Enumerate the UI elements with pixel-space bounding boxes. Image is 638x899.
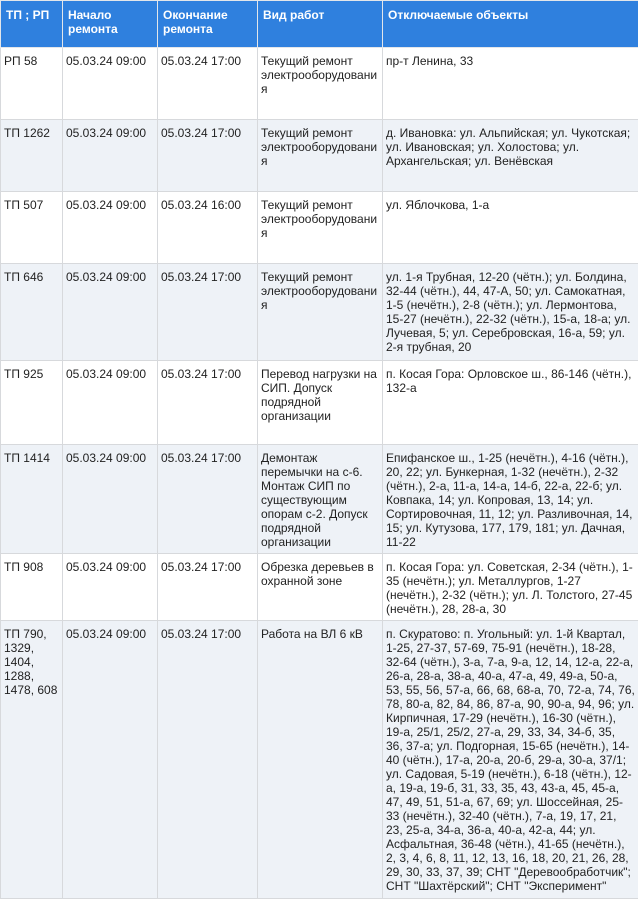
table-row bbox=[1, 48, 638, 120]
header-work: Вид работ bbox=[258, 1, 383, 48]
cell-objects: п. Косая Гора: ул. Советская, 2-34 (чётн.), 1-35 (нечётн.); ул. Металлургов, 1-27 (нечётн.), 2-32 (чётн.); ул. Л. Толстого, 27-45 (нечётн.), 28, 28-а, 30 bbox=[383, 554, 638, 621]
table-row bbox=[1, 264, 638, 361]
table-row bbox=[1, 445, 638, 554]
cell-tp: ТП 1414 bbox=[1, 445, 63, 554]
cell-work: Текущий ремонт электрооборудования bbox=[258, 48, 383, 120]
cell-objects: пр-т Ленина, 33 bbox=[383, 48, 638, 120]
table-row bbox=[1, 621, 638, 899]
cell-objects: д. Ивановка: ул. Альпийская; ул. Чукотская; ул. Ивановская; ул. Холостова; ул. Архангельская; ул. Венёвская bbox=[383, 120, 638, 192]
cell-start: 05.03.24 09:00 bbox=[63, 192, 158, 264]
cell-work: Перевод нагрузки на СИП. Допуск подрядной организации bbox=[258, 361, 383, 445]
cell-work: Демонтаж перемычки на с-6. Монтаж СИП по существующим опорам с-2. Допуск подрядной организации bbox=[258, 445, 383, 554]
header-objects: Отключаемые объекты bbox=[383, 1, 638, 48]
cell-end: 05.03.24 17:00 bbox=[158, 264, 258, 361]
table-row bbox=[1, 192, 638, 264]
cell-end: 05.03.24 17:00 bbox=[158, 554, 258, 621]
cell-start: 05.03.24 09:00 bbox=[63, 554, 158, 621]
cell-work: Текущий ремонт электрооборудования bbox=[258, 120, 383, 192]
table-header-row bbox=[1, 1, 638, 48]
cell-end: 05.03.24 16:00 bbox=[158, 192, 258, 264]
header-end: Окончание ремонта bbox=[158, 1, 258, 48]
cell-end: 05.03.24 17:00 bbox=[158, 621, 258, 899]
cell-start: 05.03.24 09:00 bbox=[63, 120, 158, 192]
cell-tp: ТП 925 bbox=[1, 361, 63, 445]
table-row bbox=[1, 554, 638, 621]
cell-tp: ТП 646 bbox=[1, 264, 63, 361]
cell-objects: п. Скуратово: п. Угольный: ул. 1-й Квартал, 1-25, 27-37, 57-69, 75-91 (нечётн.), 18-28, 32-64 (чётн.), 3-а, 7-а, 9-а, 12, 14, 12-а, 22-а, 26-а, 28-а, 38-а, 40-а, 47-а, 49, 49-а, 50-а, 53, 55, 56, 57-а, 66, 68, 68-а, 70, 72-а, 74, 76, 78, 80-а, 82, 84, 86, 87-а, 90, 90-а, 94, 96; ул. Кирпичная, 17-29 (нечётн.), 16-30 (чётн.), 19-а, 25/1, 25/2, 27-а, 29, 33, 34, 34-б, 35, 36, 37-а; ул. Подгорная, 15-65 (нечётн.), 14-40 (чётн.), 17-а, 20-а, 20-б, 29-а, 30-а, 37/1; ул. Садовая, 5-19 (нечётн.), 6-18 (чётн.), 12-а, 19-а, 19-б, 31, 33, 35, 43, 43-а, 45, 45-а, 47, 49, 51, 51-а, 67, 69; ул. Шоссейная, 25-33 (нечётн.), 32-40 (чётн.), 7-а, 19, 17, 21, 23, 25-а, 34-а, 36-а, 40-а, 42-а, 44; ул. Асфальтная, 36-48 (чётн.), 41-65 (нечётн.), 2, 3, 4, 6, 8, 11, 12, 13, 16, 18, 20, 21, 26, 28, 29, 30, 33, 37, 39; СНТ "Деревообработчик"; СНТ "Шахтёрский"; СНТ "Эксперимент" bbox=[383, 621, 638, 899]
table-row bbox=[1, 120, 638, 192]
cell-tp: ТП 1262 bbox=[1, 120, 63, 192]
cell-end: 05.03.24 17:00 bbox=[158, 120, 258, 192]
cell-work: Текущий ремонт электрооборудования bbox=[258, 264, 383, 361]
cell-end: 05.03.24 17:00 bbox=[158, 361, 258, 445]
cell-objects: ул. 1-я Трубная, 12-20 (чётн.); ул. Болдина, 32-44 (чётн.), 44, 47-А, 50; ул. Самокатная, 1-5 (нечётн.), 2-8 (чётн.); ул. Лермонтова, 15-27 (нечётн.), 22-32 (чётн.), 15-а, 18-а; ул. Лучевая, 5; ул. Серебровская, 16-а, 59; ул. 2-я трубная, 20 bbox=[383, 264, 638, 361]
cell-work: Работа на ВЛ 6 кВ bbox=[258, 621, 383, 899]
cell-start: 05.03.24 09:00 bbox=[63, 361, 158, 445]
header-tp: ТП ; РП bbox=[1, 1, 63, 48]
cell-objects: ул. Яблочкова, 1-а bbox=[383, 192, 638, 264]
cell-end: 05.03.24 17:00 bbox=[158, 48, 258, 120]
cell-start: 05.03.24 09:00 bbox=[63, 445, 158, 554]
table-row bbox=[1, 361, 638, 445]
cell-work: Обрезка деревьев в охранной зоне bbox=[258, 554, 383, 621]
cell-start: 05.03.24 09:00 bbox=[63, 264, 158, 361]
cell-end: 05.03.24 17:00 bbox=[158, 445, 258, 554]
header-start: Начало ремонта bbox=[63, 1, 158, 48]
cell-tp: ТП 908 bbox=[1, 554, 63, 621]
cell-objects: Епифанское ш., 1-25 (нечётн.), 4-16 (чётн.), 20, 22; ул. Бункерная, 1-32 (нечётн.), 2-32 (чётн.), 2-а, 11-а, 14-а, 14-б, 22-а, 22-б; ул. Ковпака, 14; ул. Копровая, 13, 14; ул. Сортировочная, 11, 12; ул. Разливочная, 14, 15; ул. Кутузова, 177, 179, 181; ул. Дачная, 11-22 bbox=[383, 445, 638, 554]
cell-work: Текущий ремонт электрооборудования bbox=[258, 192, 383, 264]
cell-tp: ТП 790, 1329, 1404, 1288, 1478, 608 bbox=[1, 621, 63, 899]
cell-start: 05.03.24 09:00 bbox=[63, 621, 158, 899]
cell-tp: ТП 507 bbox=[1, 192, 63, 264]
cell-objects: п. Косая Гора: Орловское ш., 86-146 (чётн.), 132-а bbox=[383, 361, 638, 445]
cell-tp: РП 58 bbox=[1, 48, 63, 120]
cell-start: 05.03.24 09:00 bbox=[63, 48, 158, 120]
